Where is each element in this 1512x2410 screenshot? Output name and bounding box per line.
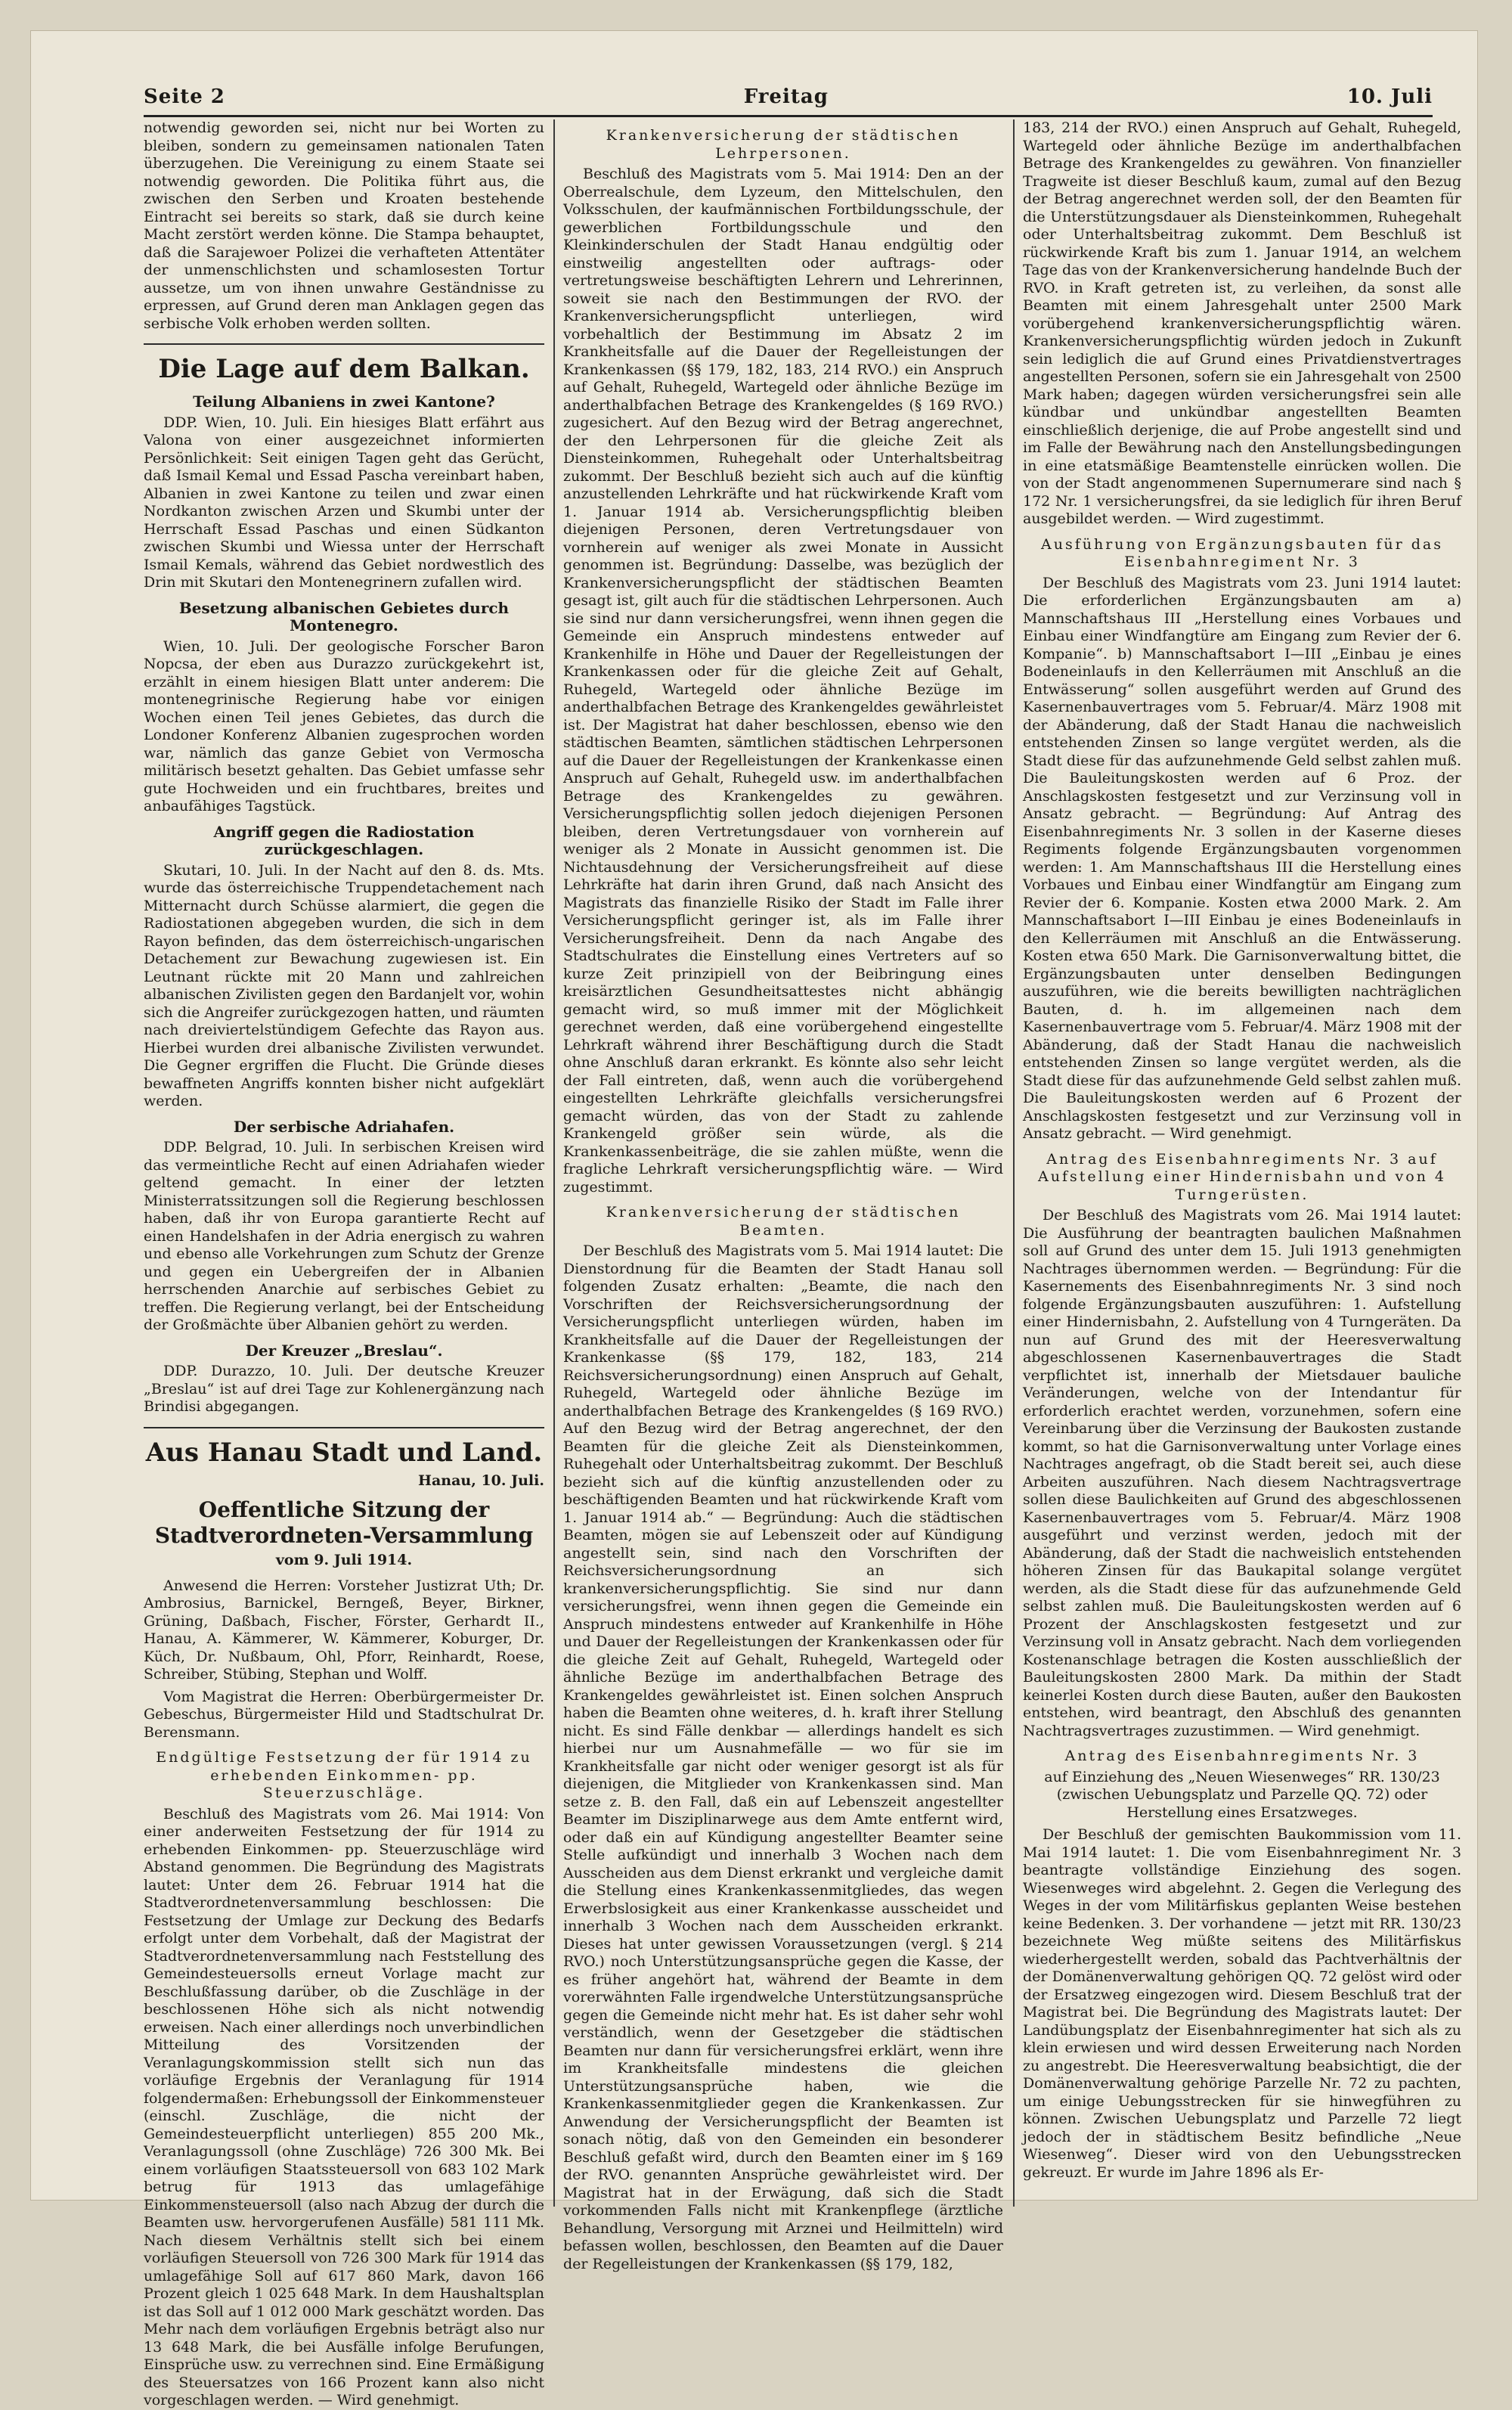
agenda-item-title: Antrag des Eisenbahnregiments Nr. 3 auf Aufstellung einer Hindernisbahn und von 4 Turngerüsten.: [1037, 1150, 1447, 1203]
attendees: Anwesend die Herren: Vorsteher Justizrat Uth; Dr. Ambrosius, Barnickel, Berngeß, Beyer, Birkner, Grüning, Daßbach, Fischer, Förster, Gerhardt II., Hanau, A. Kämmerer, W. Kämmerer, Koburger, Dr. Küch, Dr. Nußbaum, Ohl, Pforr, Reinhardt, Roese, Schreiber, Stübing, Stephan und Wolff.: [144, 1577, 544, 1683]
running-header: [144, 82, 1433, 112]
agenda-item-text: Der Beschluß der gemischten Baukommission vom 11. Mai 1914 lautet: 1. Die vom Eisenbahnregiment Nr. 3 beantragte vollständige Einziehung des sogen. Wiesenweges wird abgelehnt. 2. Gegen die Verlegung des Weges in der vom Militärfiskus geplanten Weise bestehen keine Bedenken. 3. Der vorhandene — jetzt mit RR. 130/23 bezeichnete Weg müßte seitens des Militärfiskus wiederhergestellt werden, sobald das Pachtverhältnis der der Domänenverwaltung gehörigen QQ. 72 gelöst wird oder der Ersatzweg eingezogen wird. Diesem Beschluß trat der Magistrat bei. Die Begründung des Magistrats lautet: Der Landübungsplatz der Eisenbahnregimenter hat sich als zu klein erwiesen und wird dessen Erweiterung nach Norden zu angestrebt. Die Heeresverwaltung beabsichtigt, die der Domänenverwaltung gehörige Parzelle Nr. 72 zu pachten, um einige Uebungsstrecken für sie hinwegführen zu können. Zwischen Uebungsplatz und Parzelle 72 liegt jedoch der in städtischem Besitz befindliche „Neue Wiesenweg“. Dieser wird von den Uebungsstrecken gekreuzt. Er wurde im Jahre 1896 als Er-: [1023, 1826, 1461, 2181]
section-divider: [144, 1427, 544, 1428]
agenda-item-text: Beschluß des Magistrats vom 26. Mai 1914: Von einer anderweiten Festsetzung der für 1914 zu erhebenden Einkommen- pp. Steuerzuschläge wird Abstand genommen. Die Begründung des Magistrats lautet: Unter dem 26. Februar 1914 hat die Stadtverordnetenversammlung beschlossen: Die Festsetzung der Umlage zur Deckung des Bedarfs erfolgt unter dem Vorbehalt, daß der Magistrat der Stadtverordnetenversammlung nach Feststellung des Gemeindesteuersolls erneut Vorlage macht zur Beschlußfassung darüber, ob die Zuschläge in der beschlossenen Höhe sich als nicht notwendig erweisen. Nach einer allerdings noch unverbindlichen Mitteilung des Vorsitzenden der Veranlagungskommission stellt sich nun das vorläufige Ergebnis der Veranlagung für 1914 folgendermaßen: Erhebungssoll der Einkommensteuer (einschl. Zuschläge, die nicht der Gemeindesteuerpflicht unterliegen) 855 200 Mk., Veranlagungssoll (ohne Zuschläge) 726 300 Mk. Bei einem vorläufigen Staatssteuersoll von 683 102 Mark betrug für 1913 das umlagefähige Einkommensteuersoll (also nach Abzug der durch die Beamten usw. hervorgerufenen Ausfälle) 581 111 Mk. Nach diesem Verhältnis stellt sich bei einem vorläufigen Steuersoll von 726 300 Mark für 1914 das umlagefähige Soll auf 617 860 Mark, davon 166 Prozent gleich 1 025 648 Mark. In dem Haushaltsplan ist das Soll auf 1 012 000 Mark geschätzt worden. Das Mehr nach dem vorläufigen Ergebnis beträgt also nur 13 648 Mark, die bei Ausfälle infolge Berufungen, Einsprüche usw. zu verrechnen sind. Eine Ermäßigung des Steuersatzes von 166 Prozent kann also nicht vorgeschlagen werden. — Wird genehmigt.: [144, 1805, 544, 2408]
agenda-item-title: Krankenversicherung der städtischen Beamten.: [606, 1204, 961, 1239]
section-divider: [144, 343, 544, 345]
agenda-item-text: Beschluß des Magistrats vom 5. Mai 1914: Den an der Oberrealschule, dem Lyzeum, den Mittelschulen, den Volksschulen, der kaufmännischen Fortbildungsschule, der gewerblichen Fortbildungsschule und den Kleinkinderschulen der Stadt Hanau endgültig oder einstweilig angestellten oder auftrags- oder vertretungsweise beschäftigten Lehrern und Lehrerinnen, soweit sie nach den Bestimmungen der RVO. der Krankenversicherungspflicht unterliegen, wird vorbehaltlich der Bestimmung im Absatz 2 im Krankheitsfalle auf die Dauer der Regelleistungen der Krankenkassen (§§ 179, 182, 183, 214 RVO.) ein Anspruch auf Gehalt, Ruhegeld, Wartegeld oder ähnliche Bezüge im anderthalbfachen Betrage des Krankengeldes (§ 169 RVO.) zugesichert. Auf den Bezug wird der Betrag angerechnet, der den Lehrpersonen für die gleiche Zeit als Diensteinkommen, Ruhegehalt oder Unterhaltsbeitrag zukommt. Der Beschluß bezieht sich auch auf die künftig anzustellenden Lehrkräfte und hat rückwirkende Kraft vom 1. Januar 1914 ab. Versicherungspflichtig bleiben diejenigen Personen, deren Vertretungsdauer von vornherein auf weniger als zwei Monate in Aussicht genommen ist. Begründung: Dasselbe, was bezüglich der Krankenversicherungspflicht der städtischen Beamten gesagt ist, gilt auch für die städtischen Lehrpersonen. Auch sie sind nur dann versicherungsfrei, wenn ihnen gegen die Gemeinde ein Anspruch mindestens entweder auf Krankenhilfe in Höhe und Dauer der Regelleistungen der Krankenkassen oder für die gleiche Zeit auf Gehalt, Ruhegeld, Wartegeld oder ähnliche Bezüge im anderthalbfachen Betrage des Krankengeldes gewährleistet ist. Der Magistrat hat daher beschlossen, ebenso wie den städtischen Beamten, sämtlichen städtischen Lehrpersonen auf die Dauer der Regelleistungen der Krankenkasse einen Anspruch auf Gehalt, Ruhegeld usw. im anderthalbfachen Betrage des Krankengeldes zu gewähren. Versicherungspflichtig sollen jedoch diejenigen Personen bleiben, deren Vertretungsdauer von vornherein auf weniger als 2 Monate in Aussicht genommen ist. Die Nichtausdehnung der Versicherungsfreiheit auf diese Lehrkräfte hat darin ihren Grund, daß nach Ansicht des Magistrats das finanzielle Risiko der Stadt im Falle ihrer Versicherungspflicht geringer ist, als im Falle ihrer Versicherungsfreiheit. Denn da nach Angabe des Stadtschulrates die Einstellung eines Vertreters auf so kurze Zeit prinzipiell von der Beibringung eines kreisärztlichen Gesundheitsattestes nicht abhängig gemacht wird, so muß immer mit der Möglichkeit gerechnet werden, daß eine vorübergehend eingestellte Lehrkraft während ihrer Beschäftigung durch die Stadt ohne Anschluß daran erkrankt. Es könnte also sehr leicht der Fall eintreten, daß, wenn auch die vorübergehend eingestellten Lehrkräfte gleichfalls versicherungsfrei gemacht würden, das von der Stadt zu zahlende Krankengeld größer sein würde, als die Krankenkassenbeiträge, die sie zahlen müßte, wenn die fragliche Lehrkraft versicherungspflichtig wäre. — Wird zugestimmt.: [563, 166, 1003, 1196]
dateline: Hanau, 10. Juli.: [418, 1472, 544, 1489]
column-3: [1023, 119, 1461, 2207]
subheading: Besetzung albanischen Gebietes durch Montenegro.: [178, 598, 510, 634]
section-title-balkan: Die Lage auf dem Balkan.: [158, 354, 530, 384]
article-continuation: notwendig geworden sei, nicht nur bei Worten zu bleiben, sondern zu gemeinsamen nationalen Taten überzugehen. Die Vereinigung zu einem Staate sei notwendig geworden. Die Politika führt aus, die zwischen den Serben und Kroaten bestehende Eintracht sei bereits so stark, daß sie durch keine Macht zerstört werden könne. Die Stampa behauptet, daß die Sarajewoer Polizei die verhafteten Attentäter der unmenschlichsten und schamlosesten Tortur aussetze, um von ihnen unwahre Geständnisse zu erpressen, auf Grund deren man Anklagen gegen das serbische Volk erhoben werden sollten.: [144, 119, 544, 332]
subheading: Der serbische Adriahafen.: [233, 1117, 455, 1136]
news-item: Skutari, 10. Juli. In der Nacht auf den 8. ds. Mts. wurde das österreichische Truppendetachement nach Mitternacht durch Schüsse alarmiert, die gegen die Radiostationen abgegeben wurden, die sich in dem Rayon befinden, das dem österreichisch-ungarischen Detachement zur Bewachung zugewiesen ist. Ein Leutnant rückte mit 20 Mann und zahlreichen albanischen Zivilisten gegen den Bardanjelt vor, wohin sich die Angreifer zurückgezogen hatten, und räumten nach dreiviertelstündigem Gefechte das Rayon aus. Hierbei wurden drei albanische Zivilisten verwundet. Die Gegner ergriffen die Flucht. Die Gründe dieses bewaffneten Angriffs konnten bisher nicht aufgeklärt werden.: [144, 861, 544, 1109]
agenda-item-title: Krankenversicherung der städtischen Lehrpersonen.: [606, 127, 961, 162]
column-rule: [553, 119, 555, 2207]
agenda-item-text: Der Beschluß des Magistrats vom 23. Juni 1914 lautet: Die erforderlichen Ergänzungsbauten am a) Mannschaftshaus III „Herstellung eines Vorbaues und Einbau einer Windfangtüre am Eingang zum Revier der 6. Kompanie“. b) Mannschaftsabort I—III „Einbau je eines Bodeneinlaufs in den Kellerräumen mit Anschluß an die Entwässerung“ sollen ausgeführt werden auf Grund des Kasernenbauvertrages vom 5. Februar/4. März 1908 mit der Abänderung, daß der Stadt Hanau die nachweislich entstehenden Zinsen so lange vergütet werden, als die Stadt diese für das aufzunehmende Geld selbst zahlen muß. Die Bauleitungskosten werden auf 6 Proz. der Anschlagskosten festgesetzt und zur Verzinsung voll in Ansatz gebracht. — Begründung: Auf Antrag des Eisenbahnregiments Nr. 3 sollen in der Kaserne dieses Regiments folgende Ergänzungsbauten vorgenommen werden: 1. Am Mannschaftshaus III die Herstellung eines Vorbaues und Einbau einer Windfangtür am Eingang zum Revier der 6. Kompanie. Kosten etwa 2000 Mark. 2. Am Mannschaftsabort I—III Einbau je eines Bodeneinlaufs in den Kellerräumen mit Anschluß an die Entwässerung. Kosten etwa 650 Mark. Die Garnisonverwaltung bittet, die Ergänzungsbauten unter denselben Bedingungen auszuführen, wie die bereits bewilligten nachträglichen Bauten, d. h. im allgemeinen nach dem Kasernenbauvertrage vom 5. Februar/4. März 1908 mit der Abänderung, daß der Stadt Hanau die nachweislich entstehenden Zinsen so lange vergütet werden, als die Stadt diese für das aufzunehmende Geld selbst zahlen muß. Die Bauleitungskosten werden auf 6 Prozent der Anschlagskosten festgesetzt und zur Verzinsung voll in Ansatz gebracht. — Wird genehmigt.: [1023, 574, 1461, 1142]
section-title-hanau: Aus Hanau Stadt und Land.: [145, 1437, 543, 1468]
session-date: vom 9. Juli 1914.: [275, 1552, 413, 1568]
agenda-item-text: Der Beschluß des Magistrats vom 5. Mai 1914 lautet: Die Dienstordnung für die Beamten der Stadt Hanau soll folgenden Zusatz erhalten: „Beamte, die nach den Vorschriften der Reichsversicherungsordnung der Versicherungspflicht unterliegen würden, haben im Krankheitsfalle auf die Dauer der Regelleistungen der Krankenkasse (§§ 179, 182, 183, 214 Reichsversicherungsordnung) einen Anspruch auf Gehalt, Ruhegeld, Wartegeld oder ähnliche Bezüge im anderthalbfachen Betrage des Krankengeldes (§ 169 RVO.) Auf den Bezug wird der Betrag angerechnet, der den Beamten für die gleiche Zeit als Diensteinkommen, Ruhegehalt oder Unterhaltsbeitrag zukommt. Der Beschluß bezieht sich auf die künftig anzustellenden oder zu beschäftigenden Beamten und hat rückwirkende Kraft vom 1. Januar 1914 ab.“ — Begründung: Auch die städtischen Beamten, mögen sie auf Lebenszeit oder auf Kündigung angestellt sein, sind nach den Vorschriften der Reichsversicherungsordnung an sich krankenversicherungspflichtig. Sie sind nur dann versicherungsfrei, wenn ihnen gegen die Gemeinde ein Anspruch mindestens entweder auf Krankenhilfe in Höhe und Dauer der Regelleistungen der Krankenkassen oder für die gleiche Zeit auf Gehalt, Ruhegeld, Wartegeld oder ähnliche Bezüge im anderthalbfachen Betrage des Krankengeldes gewährleistet ist. Einen solchen Anspruch haben die Beamten ohne weiteres, d. h. kraft ihrer Stellung nicht. Es sind Fälle denkbar — allerdings handelt es sich hierbei nur um Ausnahmefälle — wo für sie im Krankheitsfalle gar nicht oder weniger gesorgt ist als für diejenigen, die Mitglieder von Krankenkassen sind. Man setze z. B. den Fall, daß ein auf Lebenszeit angestellter Beamter im Disziplinarwege aus dem Amte entfernt wird, oder daß ein auf Kündigung angestellter Beamter seine Stelle aufkündigt und innerhalb 3 Wochen nach dem Ausscheiden aus dem Dienst erkrankt und vergleiche damit die Stellung eines Krankenkassenmitgliedes, das wegen Erwerbslosigkeit aus einer Krankenkasse ausscheidet und innerhalb 3 Wochen nach dem Ausscheiden erkrankt. Dieses hat unter gewissen Voraussetzungen (vergl. § 214 RVO.) noch Unterstützungsansprüche gegen die Kasse, der es früher angehört hat, während der Beamte in dem vorerwähnten Falle irgendwelche Unterstützungsansprüche gegen die Gemeinde nicht mehr hat. Es ist daher sehr wohl verständlich, wenn der Gesetzgeber die städtischen Beamten nur dann für versicherungsfrei erklärt, wenn ihre im Krankheitsfalle mindestens die gleichen Unterstützungsansprüche haben, wie die Krankenkassenmitglieder gegen die Krankenkassen. Zur Anwendung der Versicherungspflicht der Beamten ist sonach nötig, daß von den Gemeinden ein besonderer Beschluß gefaßt wird, durch den Beamten einer im § 169 der RVO. genannten Ansprüche gewährleistet wird. Der Magistrat hat in der Erwägung, daß sich die Stadt vorkommenden Falls nicht mit Krankenpflege (ärztliche Behandlung, Versorgung mit Arznei und Heilmitteln) wird befassen wollen, beschlossen, den Beamten auf die Dauer der Regelleistungen der Krankenkassen (§§ 179, 182,: [563, 1242, 1003, 2272]
news-item: Wien, 10. Juli. Der geologische Forscher Baron Nopcsa, der eben aus Durazzo zurückgekehrt ist, erzählt in einem hiesigen Blatt unter anderem: Die montenegrinische Regierung habe vor einigen Wochen einen Teil jenes Gebietes, das durch die Londoner Konferenz Albanien zugesprochen worden war, nämlich das ganze Gebiet von Vermoscha militärisch besetzt gehalten. Das Gebiet umfasse sehr gute Hochweiden und ein fruchtbares, breites und anbaufähiges Tagstück.: [144, 637, 544, 814]
news-item: DDP. Belgrad, 10. Juli. In serbischen Kreisen wird das vermeintliche Recht auf einen Adriahafen wieder geltend gemacht. In einer der letzten Ministerratssitzungen soll die Regierung beschlossen haben, daß ihr von Europa garantierte Recht auf einen Handelshafen in der Adria energisch zu wahren und ebenso alle Vorkehrungen zum Schutz der Grenze und gegen ein Uebergreifen der in Albanien herrschenden Anarchie auf serbisches Gebiet zu treffen. Die Regierung verlangt, bei der Entscheidung der Großmächte über Albanien gehört zu werden.: [144, 1139, 544, 1333]
agenda-item-text: Der Beschluß des Magistrats vom 26. Mai 1914 lautet: Die Ausführung der beantragten baulichen Maßnahmen soll auf Grund des unter dem 15. Juli 1913 genehmigten Nachtrages übernommen werden. — Begründung: Für die Kasernements des Eisenbahnregiments Nr. 3 sind noch folgende Ergänzungsbauten auszuführen: 1. Aufstellung einer Hindernisbahn, 2. Aufstellung von 4 Turngeräten. Da nun auf Grund des mit der Heeresverwaltung abgeschlossenen Kasernenbauvertrages die Stadt verpflichtet ist, innerhalb der Mietsdauer bauliche Veränderungen, welche von der Intendantur für erforderlich erachtet werden, vorzunehmen, sofern eine Vereinbarung über die Verzinsung der Baukosten zustande kommt, so hat die Garnisonverwaltung unter Vorlage eines Nachtrages angefragt, ob die Stadt bereit sei, auch diese Arbeiten auszuführen. Nach diesem Nachtragsvertrage sollen diese Baulichkeiten auf Grund des abgeschlossenen Kasernenbauvertrages vom 5. Februar/4. März 1908 ausgeführt und verzinst werden, jedoch mit der Abänderung, daß der Stadt die nachweislich entstehenden höheren Zinsen für das Baukapital solange vergütet werden, als die Stadt diese für das aufzunehmende Geld selbst zahlen muß. Die Bauleitungskosten werden auf 6 Prozent der Anschlagskosten festgesetzt und zur Verzinsung voll in Ansatz gebracht. Nach dem vorliegenden Kostenanschlage betragen die Kosten ausschließlich der Bauleitungskosten 2800 Mark. Da mithin der Stadt keinerlei Kosten durch diese Bauten, außer den Baukosten entstehen, wird beantragt, den Abschluß des genannten Nachtragsvertrages zuzustimmen. — Wird genehmigt.: [1023, 1207, 1461, 1739]
agenda-item-title: Antrag des Eisenbahnregiments Nr. 3: [1064, 1748, 1420, 1764]
newspaper-page: [30, 30, 1478, 2408]
page-label: Seite 2: [144, 85, 225, 108]
weekday: Freitag: [743, 85, 829, 108]
agenda-item-title: Ausführung von Ergänzungsbauten für das Eisenbahnregiment Nr. 3: [1040, 535, 1443, 570]
column-2: [563, 119, 1003, 2272]
subheading: Der Kreuzer „Breslau“.: [245, 1341, 443, 1360]
header-rule: [144, 115, 1433, 117]
subheading: Angriff gegen die Radiostation zurückgeschlagen.: [213, 822, 475, 858]
issue-date: 10. Juli: [1346, 85, 1433, 108]
article-continuation: 183, 214 der RVO.) einen Anspruch auf Gehalt, Ruhegeld, Wartegeld oder ähnliche Bezüge im anderthalbfachen Betrage des Krankengeldes zu gewähren. Von finanzieller Tragweite ist dieser Beschluß kaum, zumal auf den Bezug der Betrag angerechnet werden soll, der den Beamten für die Unterstützungsdauer als Diensteinkommen, Ruhegehalt oder Unterhaltsbeitrag zukommt. Dem Beschluß ist rückwirkende Kraft bis zum 1. Januar 1914, an welchem Tage das von der Krankenversicherung handelnde Buch der RVO. in Kraft getreten ist, zu verleihen, da sonst alle Beamten mit einem Jahresgehalt unter 2500 Mark vorübergehend krankenversicherungspflichtig wären. Krankenversicherungspflichtig würden jedoch in Zukunft sein lediglich die auf Grund eines Privatdienstvertrages angestellten Personen, sofern sie ein Jahresgehalt von 2500 Mark haben; dagegen würden versicherungsfrei sein alle kündbar und unkündbar angestellten Beamten einschließlich derjenige, die auf Probe angestellt sind und im Falle der Bewährung nach den Anstellungsbedingungen in eine etatsmäßige Beamtenstelle einrücken wollen. Die von der Stadt angenommenen Supernumerare sind nach § 172 Nr. 1 versicherungsfrei, da sie lediglich für ihren Beruf ausgebildet werden. — Wird zugestimmt.: [1023, 119, 1461, 527]
column-1: [144, 119, 544, 2408]
news-item: DDP. Durazzo, 10. Juli. Der deutsche Kreuzer „Breslau“ ist auf drei Tage zur Kohlenergänzung nach Brindisi abgegangen.: [144, 1363, 544, 1415]
session-title: Oeffentliche Sitzung der Stadtverordneten-Versammlung: [154, 1497, 534, 1548]
agenda-item-title: Endgültige Festsetzung der für 1914 zu erhebenden Einkommen- pp. Steuerzuschläge.: [156, 1749, 532, 1801]
column-rule: [1013, 119, 1015, 2207]
magistrate-attendees: Vom Magistrat die Herren: Oberbürgermeister Dr. Gebeschus, Bürgermeister Hild und Stadtschulrat Dr. Berensmann.: [144, 1688, 544, 1741]
subheading: Teilung Albaniens in zwei Kantone?: [193, 392, 495, 411]
news-item: DDP. Wien, 10. Juli. Ein hiesiges Blatt erfährt aus Valona von einer ausgezeichnet informierten Persönlichkeit: Seit einigen Tagen geht das Gerücht, daß Ismail Kemal und Essad Pascha vereinbart haben, Albanien in zwei Kantone zu teilen und zwar einen Nordkanton zwischen Arzen und Skumbi unter der Herrschaft Essad Paschas und einen Südkanton zwischen Skumbi und Wiessa unter der Herrschaft Ismail Kemals, während das Gebiet nordwestlich des Drin mit Skutari den Montenegrinern zufallen wird.: [144, 414, 544, 591]
agenda-item-subtitle: auf Einziehung des „Neuen Wiesenweges“ RR. 130/23 (zwischen Uebungsplatz und Parzelle QQ. 72) oder Herstellung eines Ersatzweges.: [1044, 1768, 1440, 1821]
